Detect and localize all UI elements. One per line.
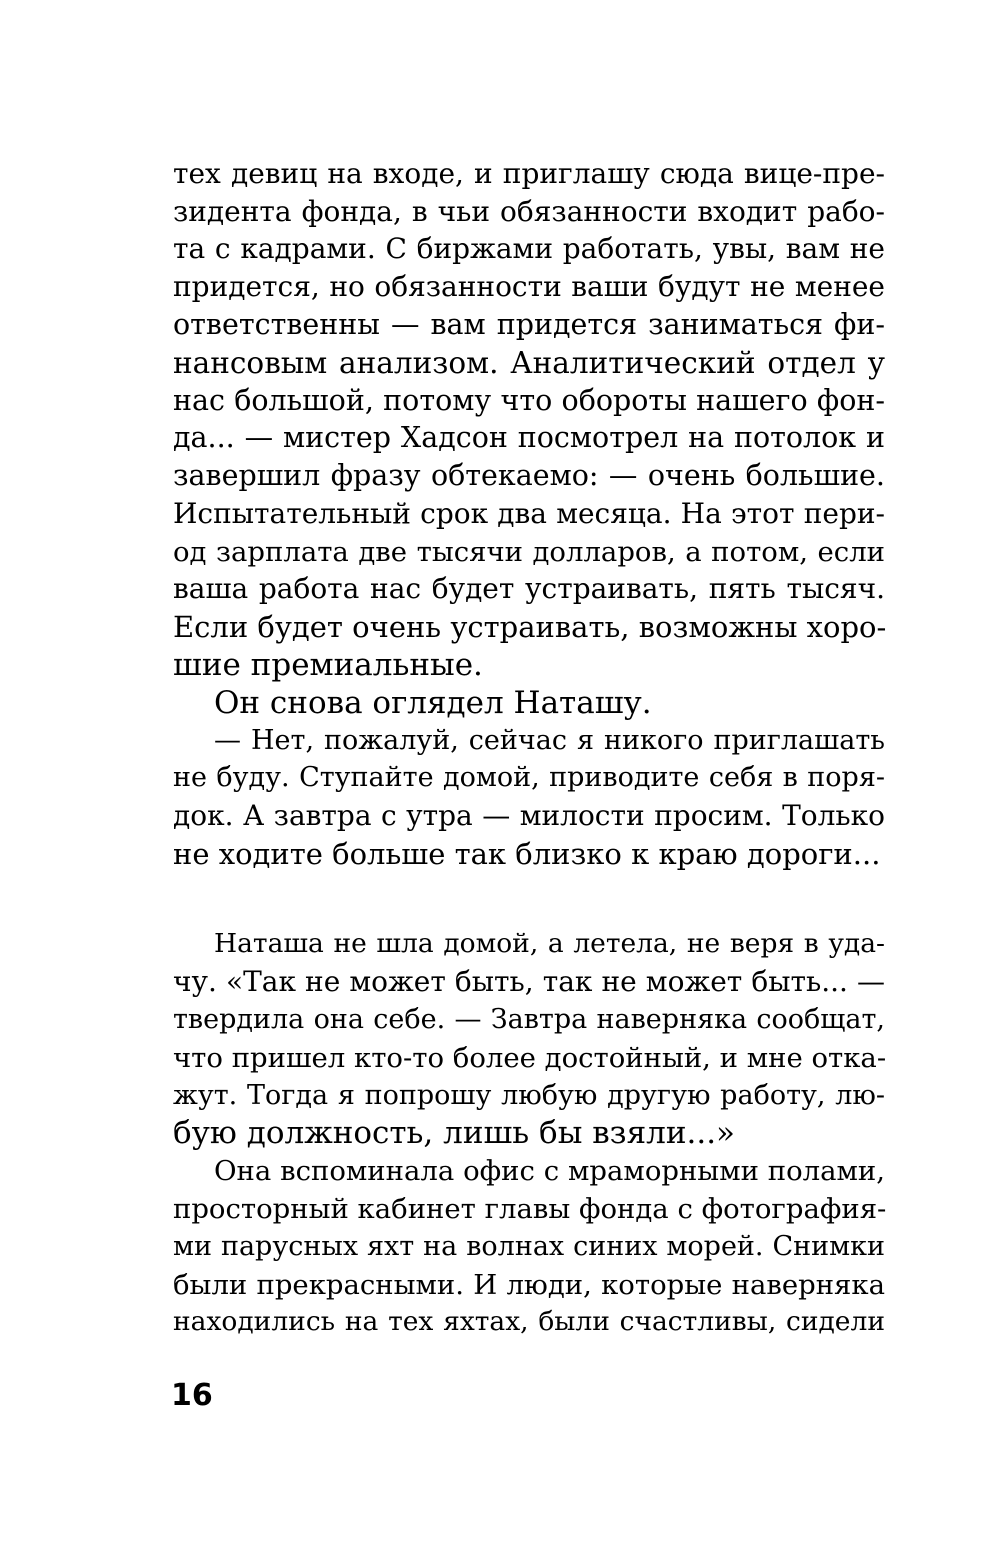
text-line: док. А завтра с утра — милости просим. Только: [173, 799, 885, 832]
text-line: зидента фонда, в чьи обязанности входит рабо-: [173, 195, 885, 228]
text-line: од зарплата две тысячи долларов, а потом, если: [173, 536, 885, 568]
text-line: что пришел кто-то более достойный, и мне отка-: [173, 1042, 887, 1074]
text-line: находились на тех яхтах, были счастливы, сидели: [173, 1306, 885, 1337]
text-line: Она вспоминала офис с мраморными полами,: [214, 1155, 885, 1187]
text-line: та с кадрами. С биржами работать, увы, вам не: [173, 232, 885, 265]
text-line: Испытательный срок два месяца. На этот пери-: [173, 497, 885, 530]
text-line: жут. Тогда я попрошу любую другую работу, лю-: [173, 1080, 885, 1111]
text-line: твердила она себе. — Завтра наверняка сообщат,: [173, 1004, 885, 1035]
text-line: Наташа не шла домой, а летела, не веря в уда-: [214, 928, 885, 959]
text-line: — Нет, пожалуй, сейчас я никого приглашать: [214, 725, 885, 756]
text-line: ми парусных яхт на волнах синих морей. Снимки: [173, 1231, 885, 1262]
text-line: были прекрасными. И люди, которые наверняка: [173, 1269, 885, 1301]
text-line: ответственны — вам придется заниматься фи-: [173, 308, 885, 341]
text-line: просторный кабинет главы фонда с фотография-: [173, 1193, 887, 1225]
text-line: Он снова оглядел Наташу.: [214, 685, 652, 721]
text-line: бую должность, лишь бы взяли...»: [173, 1115, 736, 1151]
text-line: нас большой, потому что обороты нашего фон-: [173, 384, 885, 417]
text-line: тех девиц на входе, и приглашу сюда вице-пре-: [173, 157, 885, 190]
text-line: шие премиальные.: [173, 647, 483, 683]
text-line: Если будет очень устраивать, возможны хоро-: [173, 610, 887, 644]
text-line: ваша работа нас будет устраивать, пять тысяч.: [173, 572, 885, 605]
text-line: нансовым анализом. Аналитический отдел у: [173, 346, 885, 380]
text-line: придется, но обязанности ваши будут не менее: [173, 270, 885, 303]
text-line: не ходите больше так близко к краю дороги...: [173, 837, 881, 871]
page-number: 16: [171, 1378, 213, 1413]
text-line: не буду. Ступайте домой, приводите себя в поря-: [173, 762, 885, 793]
text-line: да... — мистер Хадсон посмотрел на потолок и: [173, 421, 885, 454]
text-line: чу. «Так не может быть, так не может быть... —: [173, 965, 885, 998]
text-line: завершил фразу обтекаемо: — очень большие.: [173, 459, 885, 492]
